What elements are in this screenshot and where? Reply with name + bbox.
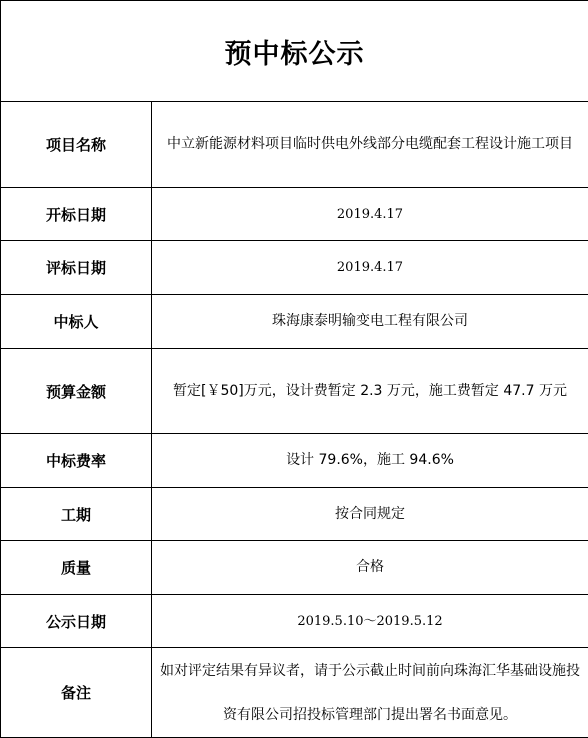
table-row — [1, 241, 588, 295]
row-value-fee-rate: 设计 79.6%，施工 94.6% — [152, 434, 588, 488]
table-row — [1, 102, 588, 188]
table-row — [1, 488, 588, 541]
row-value-evaluation-date: 2019.4.17 — [152, 241, 588, 295]
row-label-duration: 工期 — [1, 488, 152, 541]
row-value-notice-period: 2019.5.10～2019.5.12 — [152, 595, 588, 648]
page-title: 预中标公示 — [1, 1, 588, 102]
row-label-project-name: 项目名称 — [1, 102, 152, 188]
row-value-winning-bidder: 珠海康泰明输变电工程有限公司 — [152, 295, 588, 349]
table-row — [1, 188, 588, 241]
table-row — [1, 541, 588, 595]
table-row — [1, 434, 588, 488]
row-label-quality: 质量 — [1, 541, 152, 595]
row-value-bid-opening-date: 2019.4.17 — [152, 188, 588, 241]
row-value-budget: 暂定[￥50]万元，设计费暂定 2.3 万元，施工费暂定 47.7 万元 — [152, 349, 588, 434]
table-row — [1, 349, 588, 434]
table-row — [1, 648, 588, 738]
table-row — [1, 595, 588, 648]
row-value-duration: 按合同规定 — [152, 488, 588, 541]
row-value-project-name: 中立新能源材料项目临时供电外线部分电缆配套工程设计施工项目 — [152, 102, 588, 188]
row-label-fee-rate: 中标费率 — [1, 434, 152, 488]
row-label-budget: 预算金额 — [1, 349, 152, 434]
row-label-evaluation-date: 评标日期 — [1, 241, 152, 295]
row-label-notice-period: 公示日期 — [1, 595, 152, 648]
row-label-remarks: 备注 — [1, 648, 152, 738]
row-value-remarks: 如对评定结果有异议者，请于公示截止时间前向珠海汇华基础设施投资有限公司招投标管理部门提出署名书面意见。 — [152, 648, 588, 738]
row-label-bid-opening-date: 开标日期 — [1, 188, 152, 241]
title-row — [1, 1, 588, 102]
row-value-quality: 合格 — [152, 541, 588, 595]
row-label-winning-bidder: 中标人 — [1, 295, 152, 349]
table-row — [1, 295, 588, 349]
